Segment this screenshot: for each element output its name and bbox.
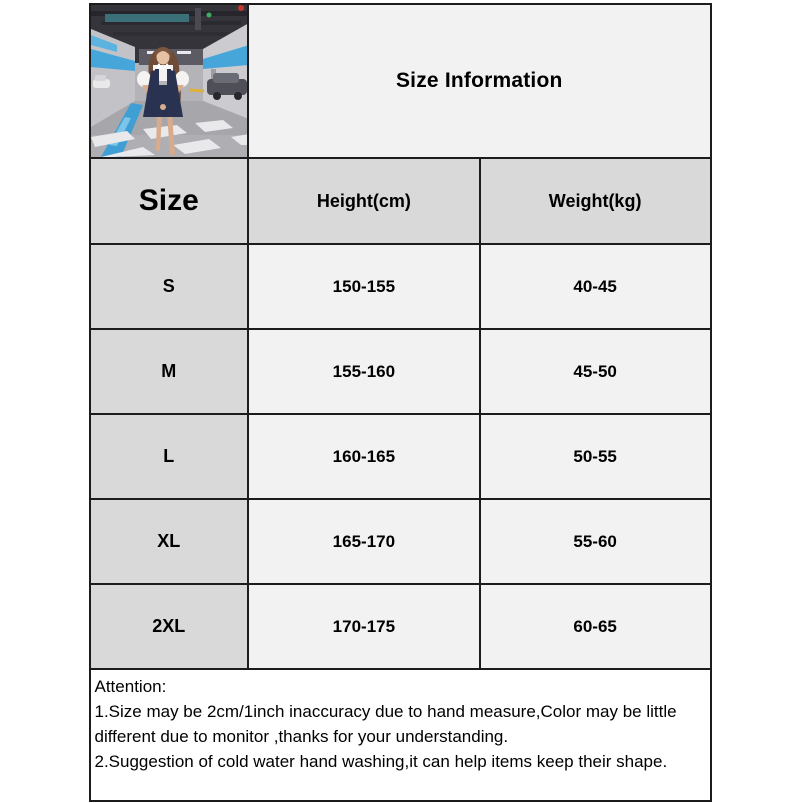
size-label: XL bbox=[90, 499, 249, 584]
attention-title: Attention: bbox=[94, 677, 167, 696]
size-information-sheet bbox=[0, 3, 800, 803]
height-range: 150-155 bbox=[248, 244, 480, 329]
height-range: 165-170 bbox=[248, 499, 480, 584]
product-photo-cell bbox=[90, 4, 249, 158]
height-range: 170-175 bbox=[248, 584, 480, 669]
weight-range: 60-65 bbox=[480, 584, 711, 669]
weight-range: 50-55 bbox=[480, 414, 711, 499]
table-row-xl bbox=[90, 499, 711, 584]
table-row-m bbox=[90, 329, 711, 414]
attention-row bbox=[90, 669, 711, 801]
size-information-title: Size Information bbox=[248, 4, 711, 158]
table-row-l bbox=[90, 414, 711, 499]
attention-line: 1.Size may be 2cm/1inch inaccuracy due to hand measure,Color may be little bbox=[94, 702, 677, 721]
product-photo-illustration bbox=[91, 5, 249, 157]
weight-range: 45-50 bbox=[480, 329, 711, 414]
size-table bbox=[89, 3, 712, 802]
attention-note bbox=[90, 669, 711, 801]
attention-line: 2.Suggestion of cold water hand washing,it can help items keep their shape. bbox=[94, 752, 668, 771]
column-header-weight: Weight(kg) bbox=[480, 158, 711, 244]
size-label: M bbox=[90, 329, 249, 414]
size-label: L bbox=[90, 414, 249, 499]
column-header-height: Height(cm) bbox=[248, 158, 480, 244]
weight-range: 55-60 bbox=[480, 499, 711, 584]
attention-line: different due to monitor ,thanks for your understanding. bbox=[94, 727, 509, 746]
table-row-2xl bbox=[90, 584, 711, 669]
height-range: 160-165 bbox=[248, 414, 480, 499]
table-row-s bbox=[90, 244, 711, 329]
weight-range: 40-45 bbox=[480, 244, 711, 329]
media-row bbox=[90, 4, 711, 158]
column-header-size: Size bbox=[90, 158, 249, 244]
height-range: 155-160 bbox=[248, 329, 480, 414]
size-label: S bbox=[90, 244, 249, 329]
header-row bbox=[90, 158, 711, 244]
size-label: 2XL bbox=[90, 584, 249, 669]
